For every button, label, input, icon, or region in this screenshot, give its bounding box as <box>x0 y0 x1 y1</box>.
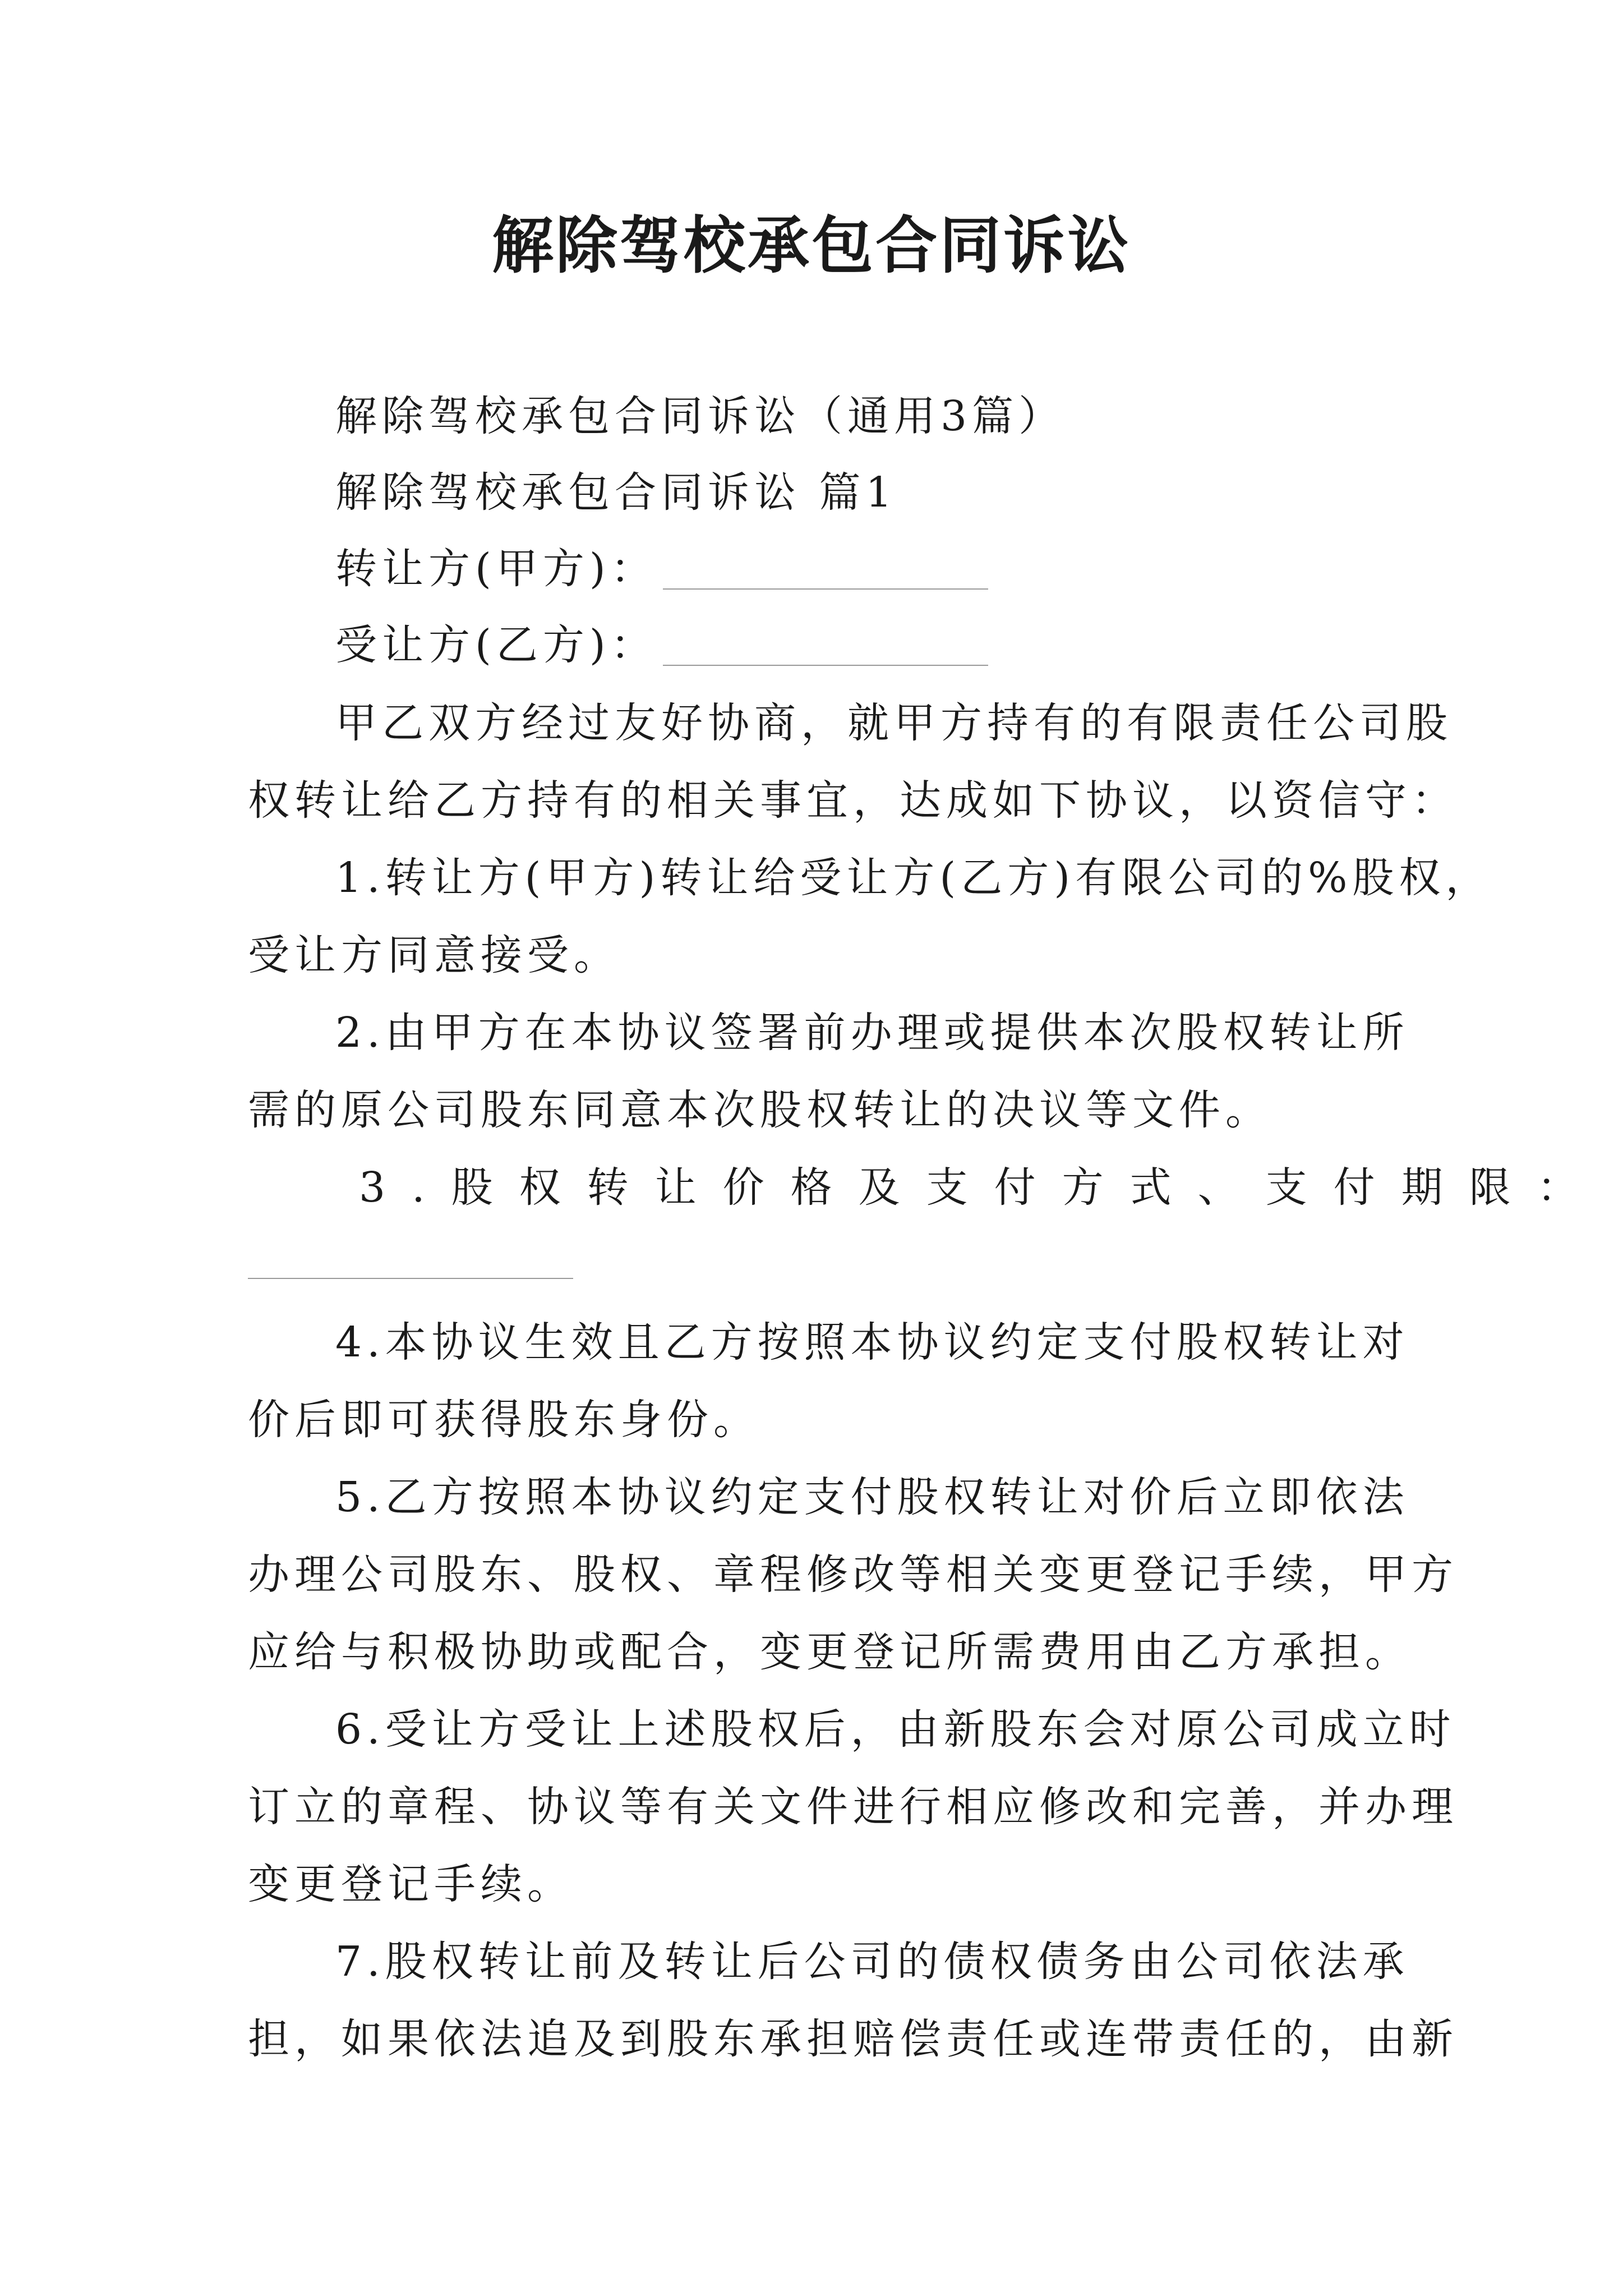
transferor-blank <box>663 555 988 590</box>
transferee-label: 受让方(乙方)： <box>335 621 657 669</box>
clause5-line-1: 5.乙方按照本协议约定支付股权转让对价后立即依法 <box>335 1473 1409 1521</box>
transferee-line <box>335 621 988 669</box>
transferee-blank <box>663 631 988 666</box>
transferor-label: 转让方(甲方)： <box>335 545 657 593</box>
clause6-line-1: 6.受让方受让上述股权后，由新股东会对原公司成立时 <box>335 1705 1456 1754</box>
clause4-line-2: 价后即可获得股东身份。 <box>248 1396 760 1444</box>
section-heading: 解除驾校承包合同诉讼 篇1 <box>335 468 897 517</box>
document-subtitle: 解除驾校承包合同诉讼（通用3篇） <box>335 392 1066 440</box>
clause5-line-3: 应给与积极协助或配合，变更登记所需费用由乙方承担。 <box>248 1628 1412 1676</box>
clause1-line-2: 受让方同意接受。 <box>248 931 620 979</box>
intro-line-1: 甲乙双方经过友好协商，就甲方持有的有限责任公司股 <box>335 699 1453 747</box>
clause7-line-2: 担，如果依法追及到股东承担赔偿责任或连带责任的，由新 <box>248 2015 1458 2063</box>
clause5-line-2: 办理公司股东、股权、章程修改等相关变更登记手续，甲方 <box>248 1550 1458 1599</box>
clause2-line-1: 2.由甲方在本协议签署前办理或提供本次股权转让所 <box>335 1009 1409 1057</box>
transferor-line <box>335 545 988 593</box>
clause6-line-3: 变更登记手续。 <box>248 1860 574 1908</box>
clause4-line-1: 4.本协议生效且乙方按照本协议约定支付股权转让对 <box>335 1318 1409 1366</box>
clause7-line-1: 7.股权转让前及转让后公司的债权债务由公司依法承 <box>335 1938 1409 1986</box>
clause2-line-2: 需的原公司股东同意本次股权转让的决议等文件。 <box>248 1086 1272 1134</box>
intro-line-2: 权转让给乙方持有的相关事宜，达成如下协议，以资信守： <box>248 776 1458 825</box>
document-title: 解除驾校承包合同诉讼 <box>492 209 1131 282</box>
clause3-line-1: 3.股权转让价格及支付方式、支付期限： <box>359 1163 1605 1212</box>
clause6-line-2: 订立的章程、协议等有关文件进行相应修改和完善，并办理 <box>248 1783 1458 1831</box>
clause1-line-1: 1.转让方(甲方)转让给受让方(乙方)有限公司的%股权， <box>335 854 1492 902</box>
clause3-blank-rule <box>248 1278 573 1279</box>
